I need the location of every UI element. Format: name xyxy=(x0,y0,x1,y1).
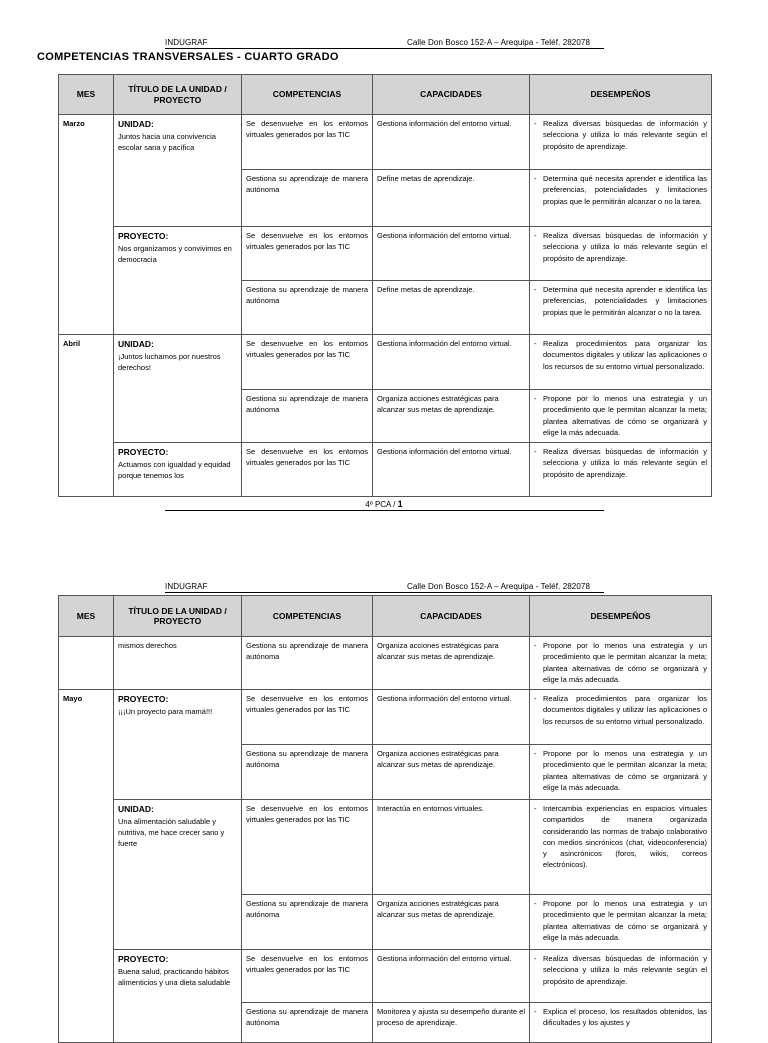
mes-cell: Marzo xyxy=(59,115,114,335)
titulo-text: mismos derechos xyxy=(118,641,177,650)
titulo-cell xyxy=(114,950,242,1043)
desempeno-text: Propone por lo menos una estrategia y un procedimiento que le permitan alcanzar la meta; plantea alternativas de cómo se organizará y elige la más adecuada. xyxy=(543,749,707,792)
titulo-cell xyxy=(114,115,242,227)
titulo-cell xyxy=(114,443,242,497)
desempeno-cell: - Propone por lo menos una estrategia y un procedimiento que le permitan alcanzar la meta; plantea alternativas de cómo se organizará y elige la más adecuada. xyxy=(530,637,712,690)
desempeno-text: Realiza diversas búsquedas de información y selecciona y utiliza lo más relevante según el propósito de aprendizaje. xyxy=(543,231,707,263)
titulo-cell xyxy=(114,800,242,950)
competencia-cell: Gestiona su aprendizaje de manera autónoma xyxy=(242,745,373,800)
capacidad-cell: Gestiona información del entorno virtual. xyxy=(373,443,530,497)
titulo-cell xyxy=(114,637,242,690)
header-rule xyxy=(165,48,604,49)
capacidad-cell: Organiza acciones estratégicas para alcanzar sus metas de aprendizaje. xyxy=(373,745,530,800)
desempeno-cell: - Propone por lo menos una estrategia y un procedimiento que le permitan alcanzar la meta; plantea alternativas de cómo se organizará y elige la más adecuada. xyxy=(530,895,712,950)
titulo-text: Nos organizamos y convivimos en democracia xyxy=(118,243,232,264)
desempeno-text: Realiza procedimientos para organizar los documentos digitales y utilizar las aplicaciones o los recursos de su entorno virtual personalizado. xyxy=(543,694,707,726)
footer-rule xyxy=(165,510,604,511)
desempeno-text: Determina qué necesita aprender e identifica las preferencias, potencialidades y limitaciones propias que le permitirán alcanzar o no la tarea. xyxy=(543,174,707,206)
table-row xyxy=(59,227,712,281)
capacidad-cell: Organiza acciones estratégicas para alcanzar sus metas de aprendizaje. xyxy=(373,390,530,443)
col-capacidades: CAPACIDADES xyxy=(373,75,530,115)
capacidad-cell: Gestiona información del entorno virtual. xyxy=(373,690,530,745)
titulo-text: ¡¡¡Un proyecto para mamá!!! xyxy=(118,706,213,716)
capacidad-cell: Gestiona información del entorno virtual. xyxy=(373,227,530,281)
competencia-cell: Gestiona su aprendizaje de manera autónoma xyxy=(242,1003,373,1043)
titulo-label: PROYECTO: xyxy=(118,231,169,241)
desempeno-cell: - Propone por lo menos una estrategia y un procedimiento que le permitan alcanzar la meta; plantea alternativas de cómo se organizará y elige la más adecuada. xyxy=(530,390,712,443)
table-row xyxy=(59,335,712,390)
table-row xyxy=(59,637,712,690)
desempeno-cell: - Realiza diversas búsquedas de información y selecciona y utiliza lo más relevante según el propósito de aprendizaje. xyxy=(530,443,712,497)
competencia-cell: Se desenvuelve en los entornos virtuales generados por las TIC xyxy=(242,227,373,281)
titulo-text: Actuamos con igualdad y equidad porque tenemos los xyxy=(118,459,231,480)
col-competencias: COMPETENCIAS xyxy=(242,75,373,115)
capacidad-cell: Organiza acciones estratégicas para alcanzar sus metas de aprendizaje. xyxy=(373,895,530,950)
col-desempenos: DESEMPEÑOS xyxy=(530,75,712,115)
competencias-table-continued xyxy=(58,595,712,1043)
competencia-cell: Se desenvuelve en los entornos virtuales generados por las TIC xyxy=(242,800,373,895)
desempeno-text: Propone por lo menos una estrategia y un procedimiento que le permitan alcanzar la meta; plantea alternativas de cómo se organizará y elige la más adecuada. xyxy=(543,394,707,437)
footer-label: 4º PCA / xyxy=(365,500,398,509)
capacidad-cell: Monitorea y ajusta su desempeño durante el proceso de aprendizaje. xyxy=(373,1003,530,1043)
titulo-text: Buena salud, practicando hábitos alimenticios y una dieta saludable xyxy=(118,966,231,987)
desempeno-cell: - Realiza diversas búsquedas de información y selecciona y utiliza lo más relevante según el propósito de aprendizaje. xyxy=(530,227,712,281)
page-title: COMPETENCIAS TRANSVERSALES - CUARTO GRADO xyxy=(37,51,339,63)
capacidad-cell: Gestiona información del entorno virtual. xyxy=(373,335,530,390)
table-row xyxy=(59,690,712,745)
page-header xyxy=(165,578,604,593)
col-capacidades: CAPACIDADES xyxy=(373,596,530,637)
desempeno-text: Realiza diversas búsquedas de información y selecciona y utiliza lo más relevante según el propósito de aprendizaje. xyxy=(543,447,707,479)
competencia-cell: Gestiona su aprendizaje de manera autónoma xyxy=(242,390,373,443)
titulo-cell xyxy=(114,335,242,443)
mes-cell: Abril xyxy=(59,335,114,497)
titulo-label: PROYECTO: xyxy=(118,694,169,704)
capacidad-cell: Define metas de aprendizaje. xyxy=(373,281,530,335)
mes-cell: Mayo xyxy=(59,690,114,1043)
desempeno-text: Propone por lo menos una estrategia y un procedimiento que le permitan alcanzar la meta; plantea alternativas de cómo se organizará y elige la más adecuada. xyxy=(543,641,707,684)
capacidad-cell: Interactúa en entornos virtuales. xyxy=(373,800,530,895)
col-mes: MES xyxy=(59,596,114,637)
desempeno-cell: - Realiza procedimientos para organizar los documentos digitales y utilizar las aplicaciones o los recursos de su entorno virtual personalizado. xyxy=(530,690,712,745)
page-header xyxy=(165,34,604,49)
col-mes: MES xyxy=(59,75,114,115)
table-header-row xyxy=(59,75,712,115)
header-rule xyxy=(165,592,604,593)
desempeno-cell: - Realiza diversas búsquedas de información y selecciona y utiliza lo más relevante según el propósito de aprendizaje. xyxy=(530,950,712,1003)
col-desempenos: DESEMPEÑOS xyxy=(530,596,712,637)
competencia-cell: Gestiona su aprendizaje de manera autónoma xyxy=(242,170,373,227)
desempeno-text: Realiza procedimientos para organizar los documentos digitales y utilizar las aplicaciones o los recursos de su entorno virtual personalizado. xyxy=(543,339,707,371)
header-org: INDUGRAF xyxy=(165,582,208,591)
competencia-cell: Se desenvuelve en los entornos virtuales generados por las TIC xyxy=(242,335,373,390)
competencia-cell: Se desenvuelve en los entornos virtuales generados por las TIC xyxy=(242,690,373,745)
desempeno-cell: - Propone por lo menos una estrategia y un procedimiento que le permitan alcanzar la meta; plantea alternativas de cómo se organizará y elige la más adecuada. xyxy=(530,745,712,800)
capacidad-cell: Define metas de aprendizaje. xyxy=(373,170,530,227)
titulo-label: UNIDAD: xyxy=(118,804,154,814)
desempeno-cell: - Realiza diversas búsquedas de información y selecciona y utiliza lo más relevante según el propósito de aprendizaje. xyxy=(530,115,712,170)
desempeno-cell: - Explica el proceso, los resultados obtenidos, las dificultades y los ajustes y xyxy=(530,1003,712,1043)
desempeno-cell: - Determina qué necesita aprender e identifica las preferencias, potencialidades y limitaciones propias que le permitirán alcanzar o no la tarea. xyxy=(530,170,712,227)
desempeno-cell: - Intercambia experiencias en espacios virtuales compartidos de manera organizada considerando las normas de trabajo colaborativo con medios sincrónicos (chat, videoconferencia) y asincrónicos (foros, wikis, correos electrónicos). xyxy=(530,800,712,895)
capacidad-cell: Organiza acciones estratégicas para alcanzar sus metas de aprendizaje. xyxy=(373,637,530,690)
competencia-cell: Se desenvuelve en los entornos virtuales generados por las TIC xyxy=(242,115,373,170)
titulo-label: UNIDAD: xyxy=(118,119,154,129)
col-titulo: TÍTULO DE LA UNIDAD / PROYECTO xyxy=(114,75,242,115)
competencia-cell: Gestiona su aprendizaje de manera autónoma xyxy=(242,895,373,950)
titulo-cell xyxy=(114,227,242,335)
mes-cell xyxy=(59,637,114,690)
desempeno-cell: - Realiza procedimientos para organizar los documentos digitales y utilizar las aplicaciones o los recursos de su entorno virtual personalizado. xyxy=(530,335,712,390)
titulo-label: PROYECTO: xyxy=(118,954,169,964)
desempeno-text: Realiza diversas búsquedas de información y selecciona y utiliza lo más relevante según el propósito de aprendizaje. xyxy=(543,954,707,986)
desempeno-cell: - Determina qué necesita aprender e identifica las preferencias, potencialidades y limitaciones propias que le permitirán alcanzar o no la tarea. xyxy=(530,281,712,335)
table-row xyxy=(59,443,712,497)
titulo-text: Juntos hacia una convivencia escolar sana y pacífica xyxy=(118,131,216,152)
desempeno-text: Determina qué necesita aprender e identifica las preferencias, potencialidades y limitaciones propias que le permitirán alcanzar o no la tarea. xyxy=(543,285,707,317)
competencia-cell: Se desenvuelve en los entornos virtuales generados por las TIC xyxy=(242,443,373,497)
table-header-row xyxy=(59,596,712,637)
table-row xyxy=(59,950,712,1003)
competencias-table xyxy=(58,74,712,497)
titulo-label: PROYECTO: xyxy=(118,447,169,457)
capacidad-cell: Gestiona información del entorno virtual. xyxy=(373,950,530,1003)
col-competencias: COMPETENCIAS xyxy=(242,596,373,637)
desempeno-text: Explica el proceso, los resultados obtenidos, las dificultades y los ajustes y xyxy=(543,1007,707,1028)
header-address: Calle Don Bosco 152-A – Arequipa - Teléf. 282078 xyxy=(407,582,590,591)
header-address: Calle Don Bosco 152-A – Arequipa - Teléf. 282078 xyxy=(407,38,590,47)
capacidad-cell: Gestiona información del entorno virtual. xyxy=(373,115,530,170)
competencia-cell: Gestiona su aprendizaje de manera autónoma xyxy=(242,281,373,335)
titulo-text: Una alimentación saludable y nutritiva, me hace crecer sano y fuerte xyxy=(118,816,225,849)
titulo-cell xyxy=(114,690,242,800)
competencia-cell: Gestiona su aprendizaje de manera autónoma xyxy=(242,637,373,690)
desempeno-text: Realiza diversas búsquedas de información y selecciona y utiliza lo más relevante según el propósito de aprendizaje. xyxy=(543,119,707,151)
table-row xyxy=(59,115,712,170)
titulo-label: UNIDAD: xyxy=(118,339,154,349)
header-org: INDUGRAF xyxy=(165,38,208,47)
desempeno-text: Propone por lo menos una estrategia y un procedimiento que le permitan alcanzar la meta; plantea alternativas de cómo se organizará y elige la más adecuada. xyxy=(543,899,707,942)
table-row xyxy=(59,800,712,895)
desempeno-text: Intercambia experiencias en espacios virtuales compartidos de manera organizada considerando las normas de trabajo colaborativo con medios sincrónicos (chat, videoconferencia) y asincrónicos (foros, wikis, correos electrónicos). xyxy=(543,804,707,870)
competencia-cell: Se desenvuelve en los entornos virtuales generados por las TIC xyxy=(242,950,373,1003)
titulo-text: ¡Juntos luchamos por nuestros derechos! xyxy=(118,351,221,372)
page-footer xyxy=(0,499,768,509)
footer-page-number: 1 xyxy=(397,499,403,509)
col-titulo: TÍTULO DE LA UNIDAD / PROYECTO xyxy=(114,596,242,637)
